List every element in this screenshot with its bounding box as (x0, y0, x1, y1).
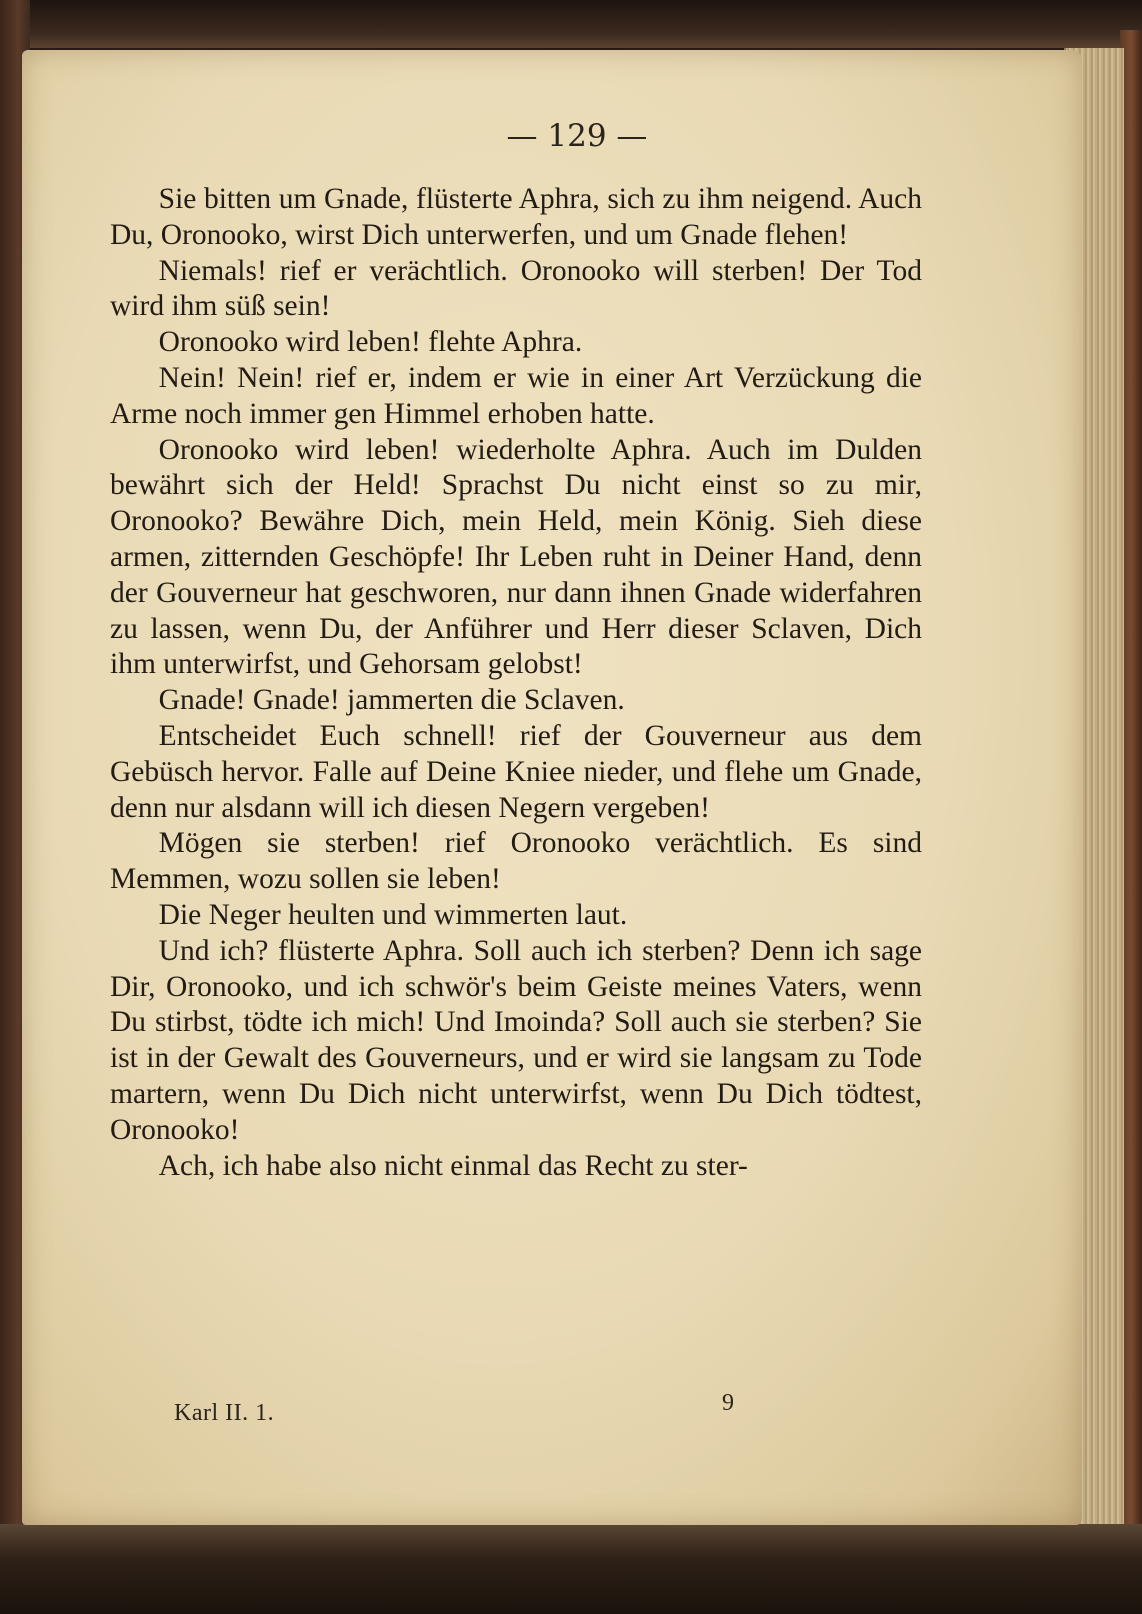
paragraph: Sie bitten um Gnade, flüsterte Aphra, sich zu ihm neigend. Auch Du, Oronooko, wirst Dich unterwerfen, und um Gnade flehen! (110, 183, 922, 251)
printer-signature: Karl II. 1. (174, 1400, 275, 1426)
paragraph: Niemals! rief er verächtlich. Oronooko will sterben! Der Tod wird ihm süß sein! (110, 254, 922, 323)
paragraph: Oronooko wird leben! flehte Aphra. (158, 326, 583, 359)
book-top-edge (0, 0, 1142, 48)
paragraph: Mögen sie sterben! rief Oronooko verächtlich. Es sind Memmen, wozu sollen sie leben! (110, 827, 922, 896)
paragraph: Entscheidet Euch schnell! rief der Gouverneur aus dem Gebüsch hervor. Falle auf Deine Kniee nieder, und flehe um Gnade, denn nur alsdann will ich diesen Negern vergeben! (110, 719, 922, 824)
paragraph: Gnade! Gnade! jammerten die Sclaven. (158, 684, 625, 717)
book-page (22, 50, 1082, 1525)
page-text (110, 182, 922, 1184)
paragraph: Oronooko wird leben! wiederholte Aphra. Auch im Dulden bewährt sich der Held! Sprachst Du nicht einst so zu mir, Oronooko? Bewähre Dich, mein Held, mein König. Sieh diese armen, zitternden Geschöpfe! Ihr Leben ruht in Deiner Hand, denn der Gouverneur hat geschworen, nur dann ihnen Gnade widerfahren zu lassen, wenn Du, der Anführer und Herr dieser Sclaven, Dich ihm unterwirfst, und Gehorsam gelobst! (110, 433, 922, 681)
sheet-number: 9 (722, 1390, 734, 1416)
paragraph: Ach, ich habe also nicht einmal das Recht zu ster- (158, 1149, 748, 1182)
paragraph: Nein! Nein! rief er, indem er wie in einer Art Verzückung die Arme noch immer gen Himmel erhoben hatte. (110, 361, 922, 430)
page-number-header: — 129 — (506, 118, 648, 154)
paragraph: Die Neger heulten und wimmerten laut. (158, 898, 628, 931)
book-bottom-edge (0, 1524, 1142, 1614)
paragraph: Und ich? flüsterte Aphra. Soll auch ich sterben? Denn ich sage Dir, Oronooko, und ich schwör's beim Geiste meines Vaters, wenn Du stirbst, tödte ich mich! Und Imoinda? Soll auch sie sterben? Sie ist in der Gewalt des Gouverneurs, und er wird sie langsam zu Tode martern, wenn Du Dich nicht unterwirfst, wenn Du Dich tödtest, Oronooko! (110, 934, 922, 1146)
